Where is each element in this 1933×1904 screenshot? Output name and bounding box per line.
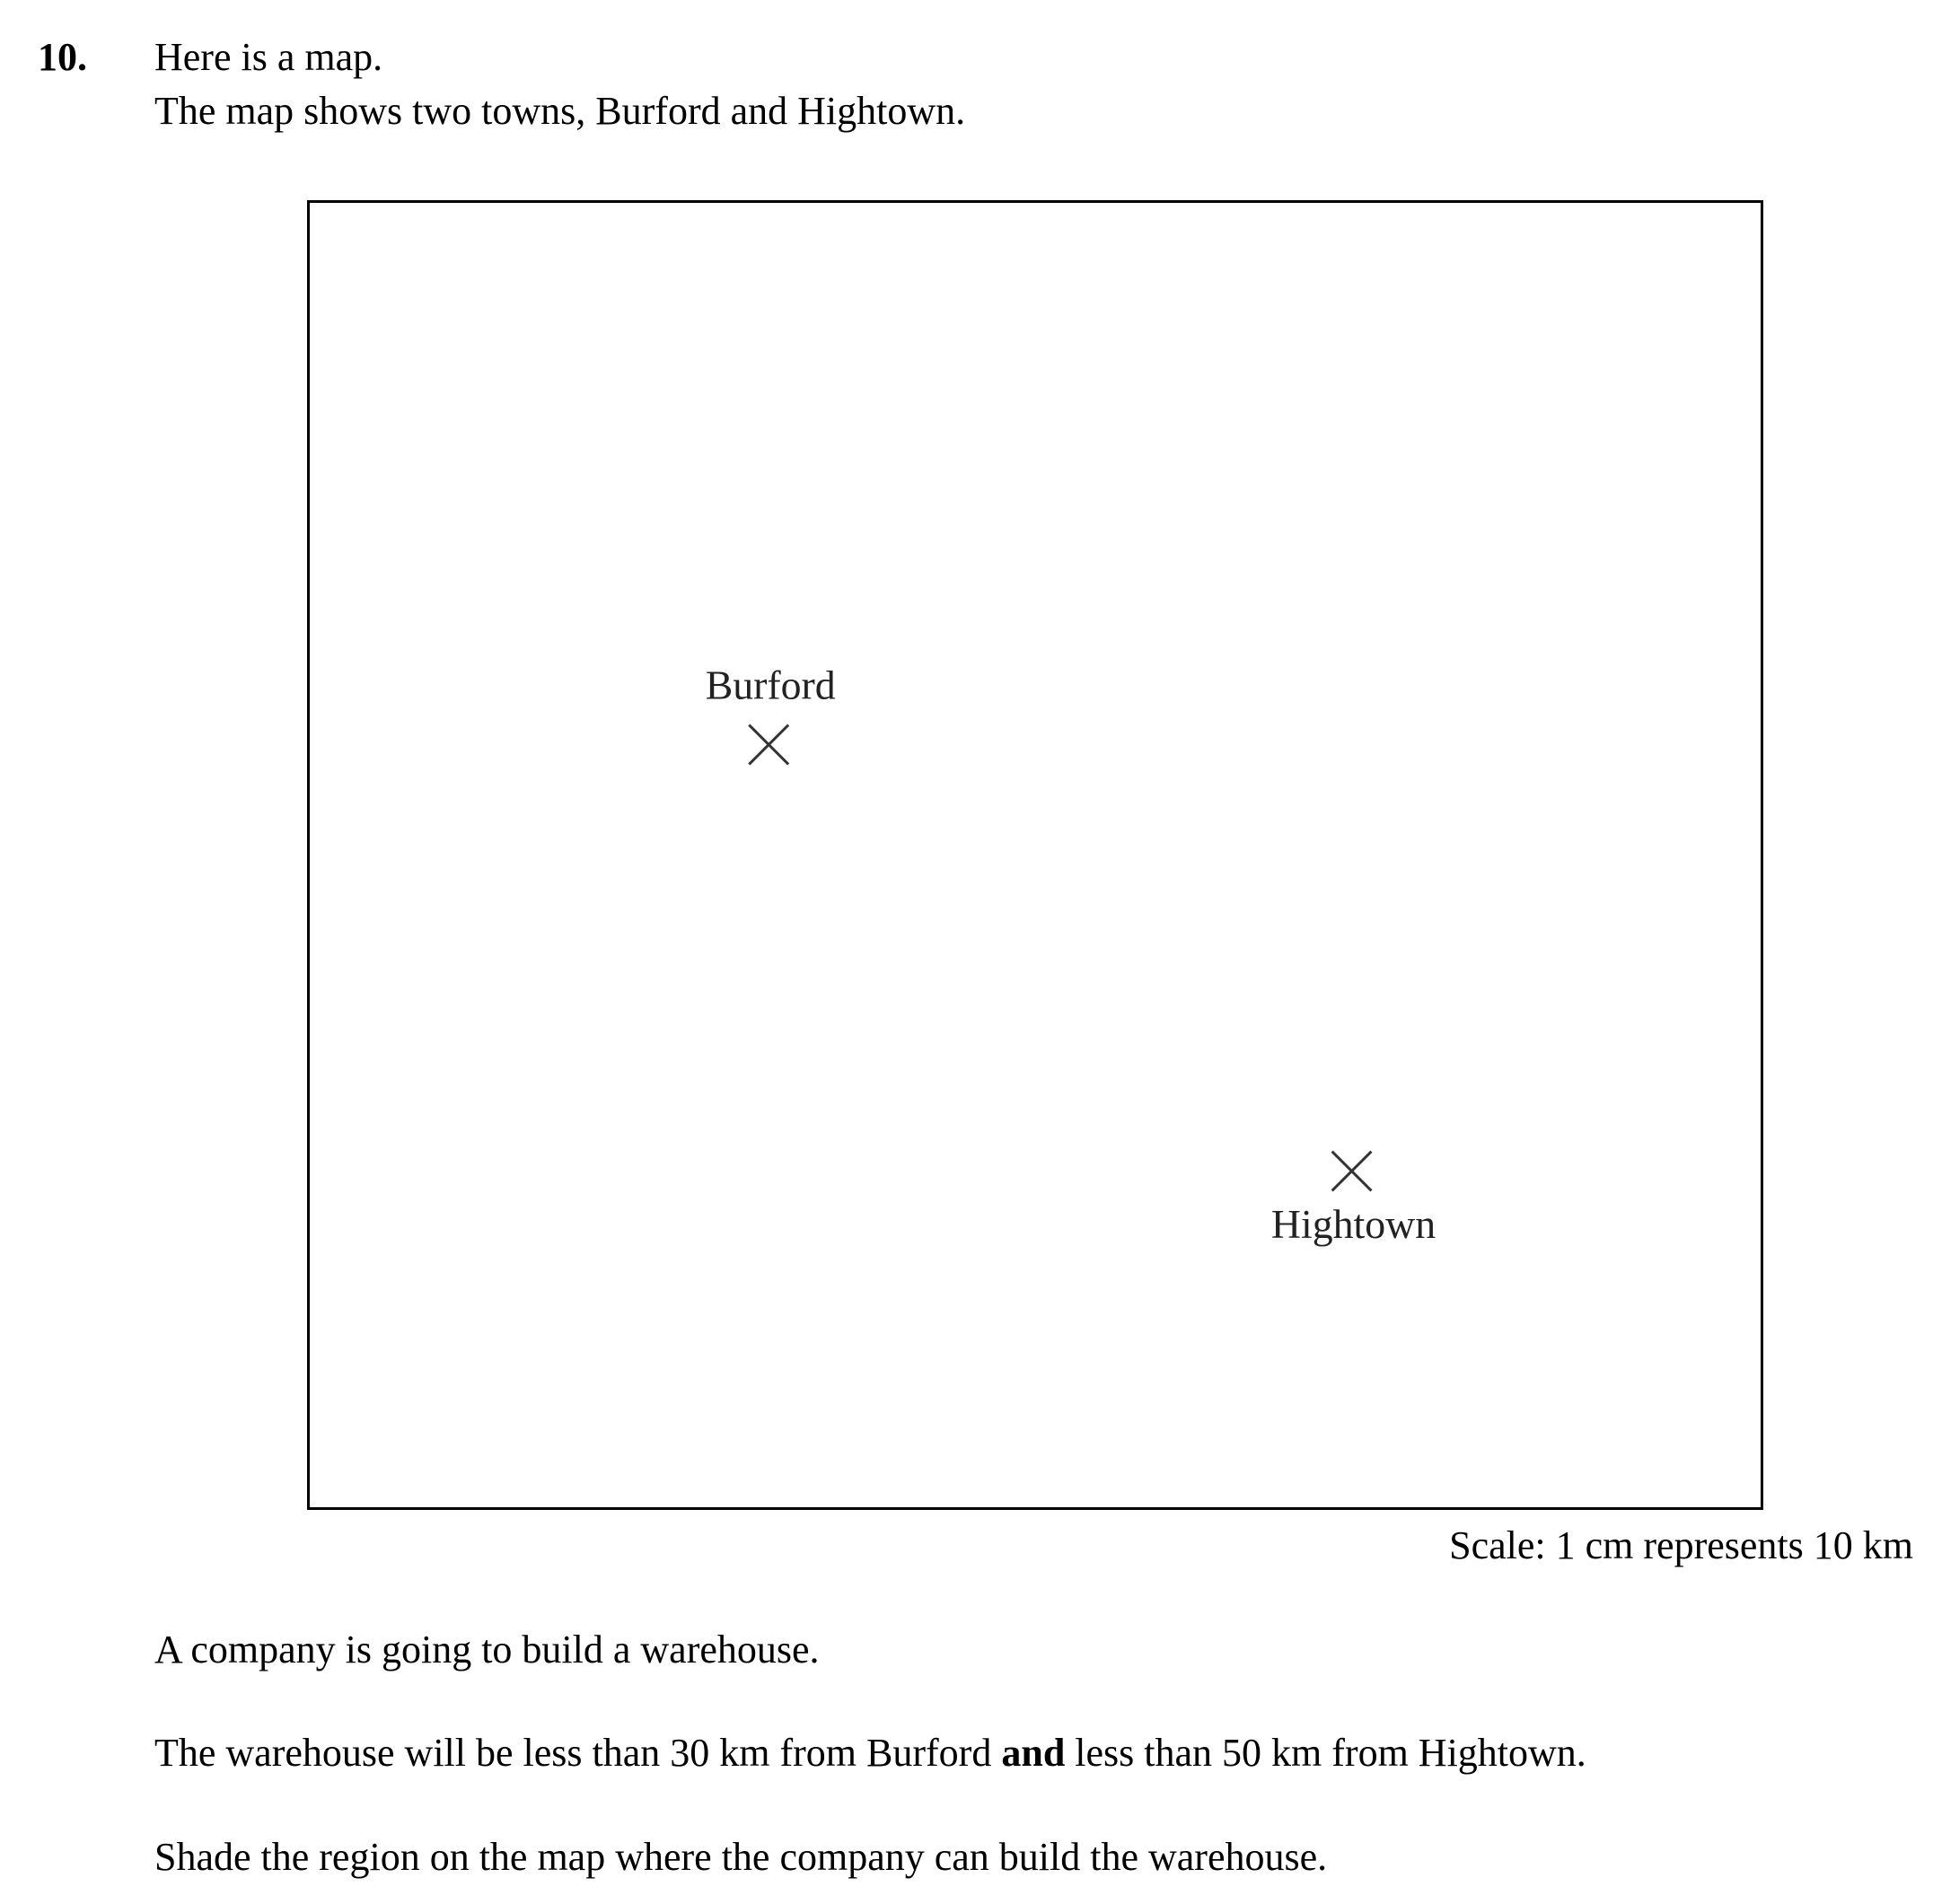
question-number: 10. (38, 35, 87, 79)
question-intro (154, 31, 965, 138)
conditions-and-bold: and (1001, 1731, 1066, 1775)
town-label-burford: Burford (705, 662, 836, 708)
paragraph-conditions (154, 1726, 1586, 1780)
intro-line-2: The map shows two towns, Burford and Hightown. (154, 89, 966, 133)
map-scale: Scale: 1 cm represents 10 km (1449, 1523, 1913, 1567)
map-canvas (310, 203, 1761, 1507)
paragraph-warehouse: A company is going to build a warehouse. (154, 1628, 820, 1671)
intro-line-1: Here is a map. (154, 35, 383, 79)
conditions-text-start: The warehouse will be less than 30 km from Burford (154, 1731, 1002, 1775)
town-label-hightown: Hightown (1270, 1201, 1437, 1248)
conditions-text-end: less than 50 km from Hightown. (1065, 1731, 1586, 1775)
burford-cross-marker (749, 725, 788, 765)
map-frame (307, 200, 1763, 1510)
paragraph-instruction: Shade the region on the map where the company can build the warehouse. (154, 1835, 1328, 1879)
hightown-cross-marker (1332, 1152, 1372, 1191)
